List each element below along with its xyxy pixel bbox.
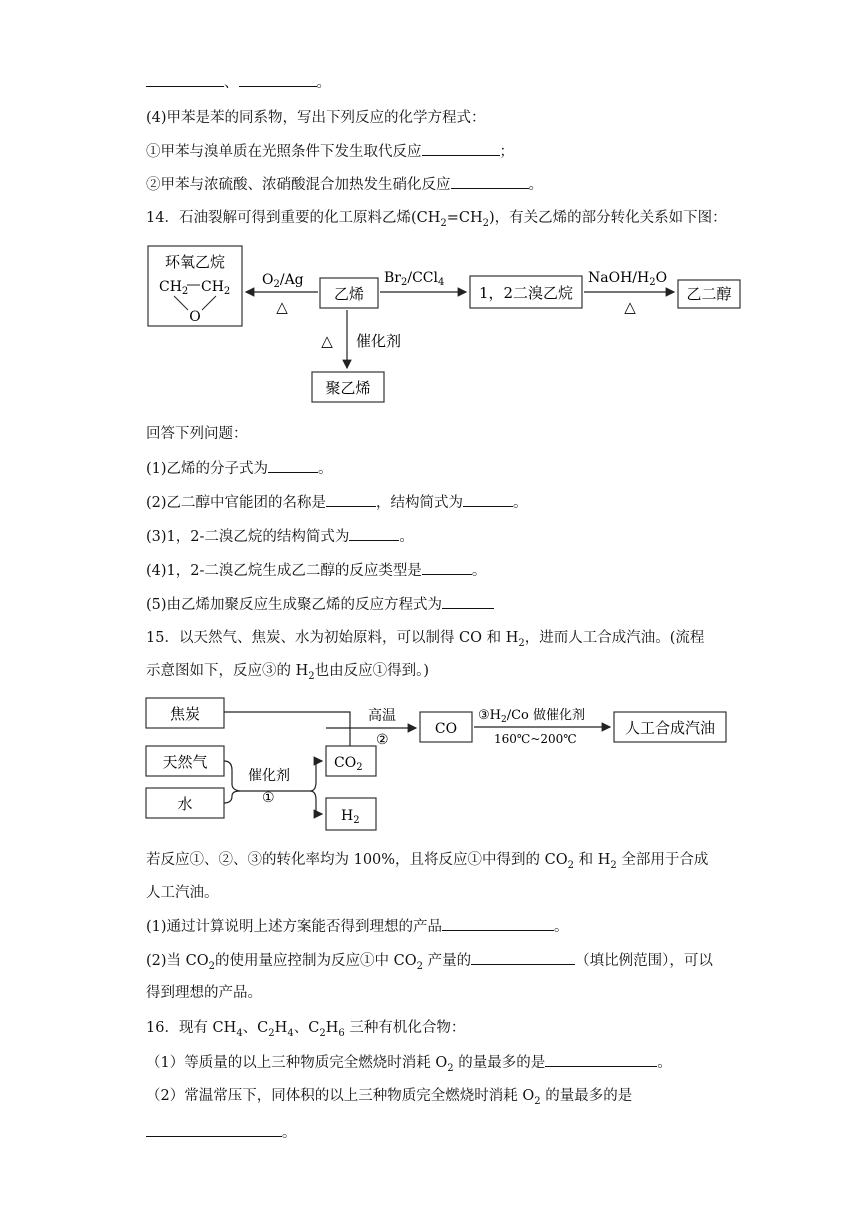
cond-delta-right: △ xyxy=(624,298,636,316)
cond-high-temp: 高温 xyxy=(368,708,396,724)
question-15-stem-1: 15．以天然气、焦炭、水为初始原料，可以制得 CO 和 $H_2$，进而人工合成汽油。(流程 xyxy=(146,630,705,649)
question-15-1: (1)通过计算说明上述方案能否得到理想的产品 。 xyxy=(146,916,569,937)
question-14-3: (3)1，2-二溴乙烷的结构简式为 。 xyxy=(146,526,414,547)
epoxide-c2: $CH_2$ xyxy=(201,279,231,297)
polyethylene-label: 聚乙烯 xyxy=(325,379,371,397)
answer-blank[interactable] xyxy=(422,141,500,156)
answer-blank[interactable] xyxy=(422,560,472,575)
gasoline-label: 人工合成汽油 xyxy=(624,719,716,737)
cond-delta-left: △ xyxy=(276,298,288,316)
question-15-2-cont: 得到理想的产品。 xyxy=(146,985,262,1001)
epoxide-c1: $CH_2$ xyxy=(159,279,189,297)
co2-label: $CO_2$ xyxy=(334,755,363,773)
answer-blank[interactable] xyxy=(442,916,554,931)
question-15-condition-1: 若反应①、②、③的转化率均为 100%，且将反应①中得到的 $CO_2$ 和 $H_2$ 全部用于合成 xyxy=(146,852,709,871)
dibromoethane-label: 1，2二溴乙烷 xyxy=(478,284,574,302)
question-14-prompt: 回答下列问题： xyxy=(146,426,248,442)
answer-blank[interactable] xyxy=(349,526,399,541)
water-label: 水 xyxy=(177,795,193,813)
question-4-heading: (4)甲苯是苯的同系物，写出下列反应的化学方程式： xyxy=(146,110,486,126)
answer-blank[interactable] xyxy=(239,72,317,87)
question-15-2: (2)当 $CO_2$的使用量应控制为反应①中 $CO_2$ 产量的 （填比例范围），可以 xyxy=(146,950,713,977)
question-16-2-blank: 。 xyxy=(146,1122,297,1143)
natural-gas-label: 天然气 xyxy=(162,753,208,771)
question-14-1: (1)乙烯的分子式为 。 xyxy=(146,458,333,479)
cond-temperature: 160℃~200℃ xyxy=(494,732,577,746)
epoxide-name: 环氧乙烷 xyxy=(164,253,226,271)
question-14-4: (4)1，2-二溴乙烷生成乙二醇的反应类型是 。 xyxy=(146,560,486,581)
cond-o2-ag: $O_2/Ag$ xyxy=(262,272,304,290)
answer-blank[interactable] xyxy=(326,492,376,507)
coke-label: 焦炭 xyxy=(169,705,201,723)
answer-blank[interactable] xyxy=(463,492,513,507)
cond-delta-down: △ xyxy=(321,332,333,350)
cond-br2: $Br_2/CCl_4$ xyxy=(384,270,445,288)
question-14-stem: 14．石油裂解可得到重要的化工原料乙烯$(CH_2=CH_2)$，有关乙烯的部分转化关系如下图： xyxy=(146,210,727,229)
question-14-2: (2)乙二醇中官能团的名称是 ，结构简式为 。 xyxy=(146,492,528,513)
co-label: CO xyxy=(434,721,458,737)
answer-blank[interactable] xyxy=(545,1052,657,1067)
question-16-1: （1）等质量的以上三种物质完全燃烧时消耗 $O_2$ 的量最多的是 。 xyxy=(146,1052,672,1079)
ethylene-conversion-diagram xyxy=(140,240,760,410)
question-4-2: ②甲苯与浓硫酸、浓硝酸混合加热发生硝化反应 。 xyxy=(146,174,543,195)
cond-catalyst-down: 催化剂 xyxy=(356,332,402,350)
reaction-1-mark: ① xyxy=(262,790,275,806)
answer-blank[interactable] xyxy=(442,594,494,609)
reaction-2-mark: ② xyxy=(376,732,389,748)
question-15-stem-2: 示意图如下，反应③的 $H_2$也由反应①得到。) xyxy=(146,663,430,682)
cond-reaction-3: $③H_2/Co$ 做催化剂 xyxy=(478,708,586,725)
glycol-label: 乙二醇 xyxy=(686,285,732,303)
question-15-condition-2: 人工汽油。 xyxy=(146,885,219,901)
answer-blank[interactable] xyxy=(146,1122,282,1137)
answer-blanks-line: 、 。 xyxy=(146,72,331,93)
question-4-1: ①甲苯与溴单质在光照条件下发生取代反应 ； xyxy=(146,141,514,162)
ethylene-label: 乙烯 xyxy=(333,285,365,303)
answer-blank[interactable] xyxy=(471,950,575,965)
question-16-stem: 16．现有 $CH_4$、$C_2H_4$、$C_2H_6$ 三种有机化合物： xyxy=(146,1020,466,1039)
cond-naoh: NaOH/$H_2O$ xyxy=(588,270,668,288)
synthetic-gasoline-flowchart xyxy=(140,690,740,840)
answer-blank[interactable] xyxy=(268,458,318,473)
question-16-2: （2）常温常压下，同体积的以上三种物质完全燃烧时消耗 $O_2$ 的量最多的是 xyxy=(146,1088,633,1107)
answer-blank[interactable] xyxy=(451,174,529,189)
question-14-5: (5)由乙烯加聚反应生成聚乙烯的反应方程式为 xyxy=(146,594,494,615)
epoxide-o: O xyxy=(189,309,201,325)
answer-blank[interactable] xyxy=(146,72,224,87)
h2-label: $H_2$ xyxy=(341,808,360,826)
cond-catalyst: 催化剂 xyxy=(248,768,290,784)
